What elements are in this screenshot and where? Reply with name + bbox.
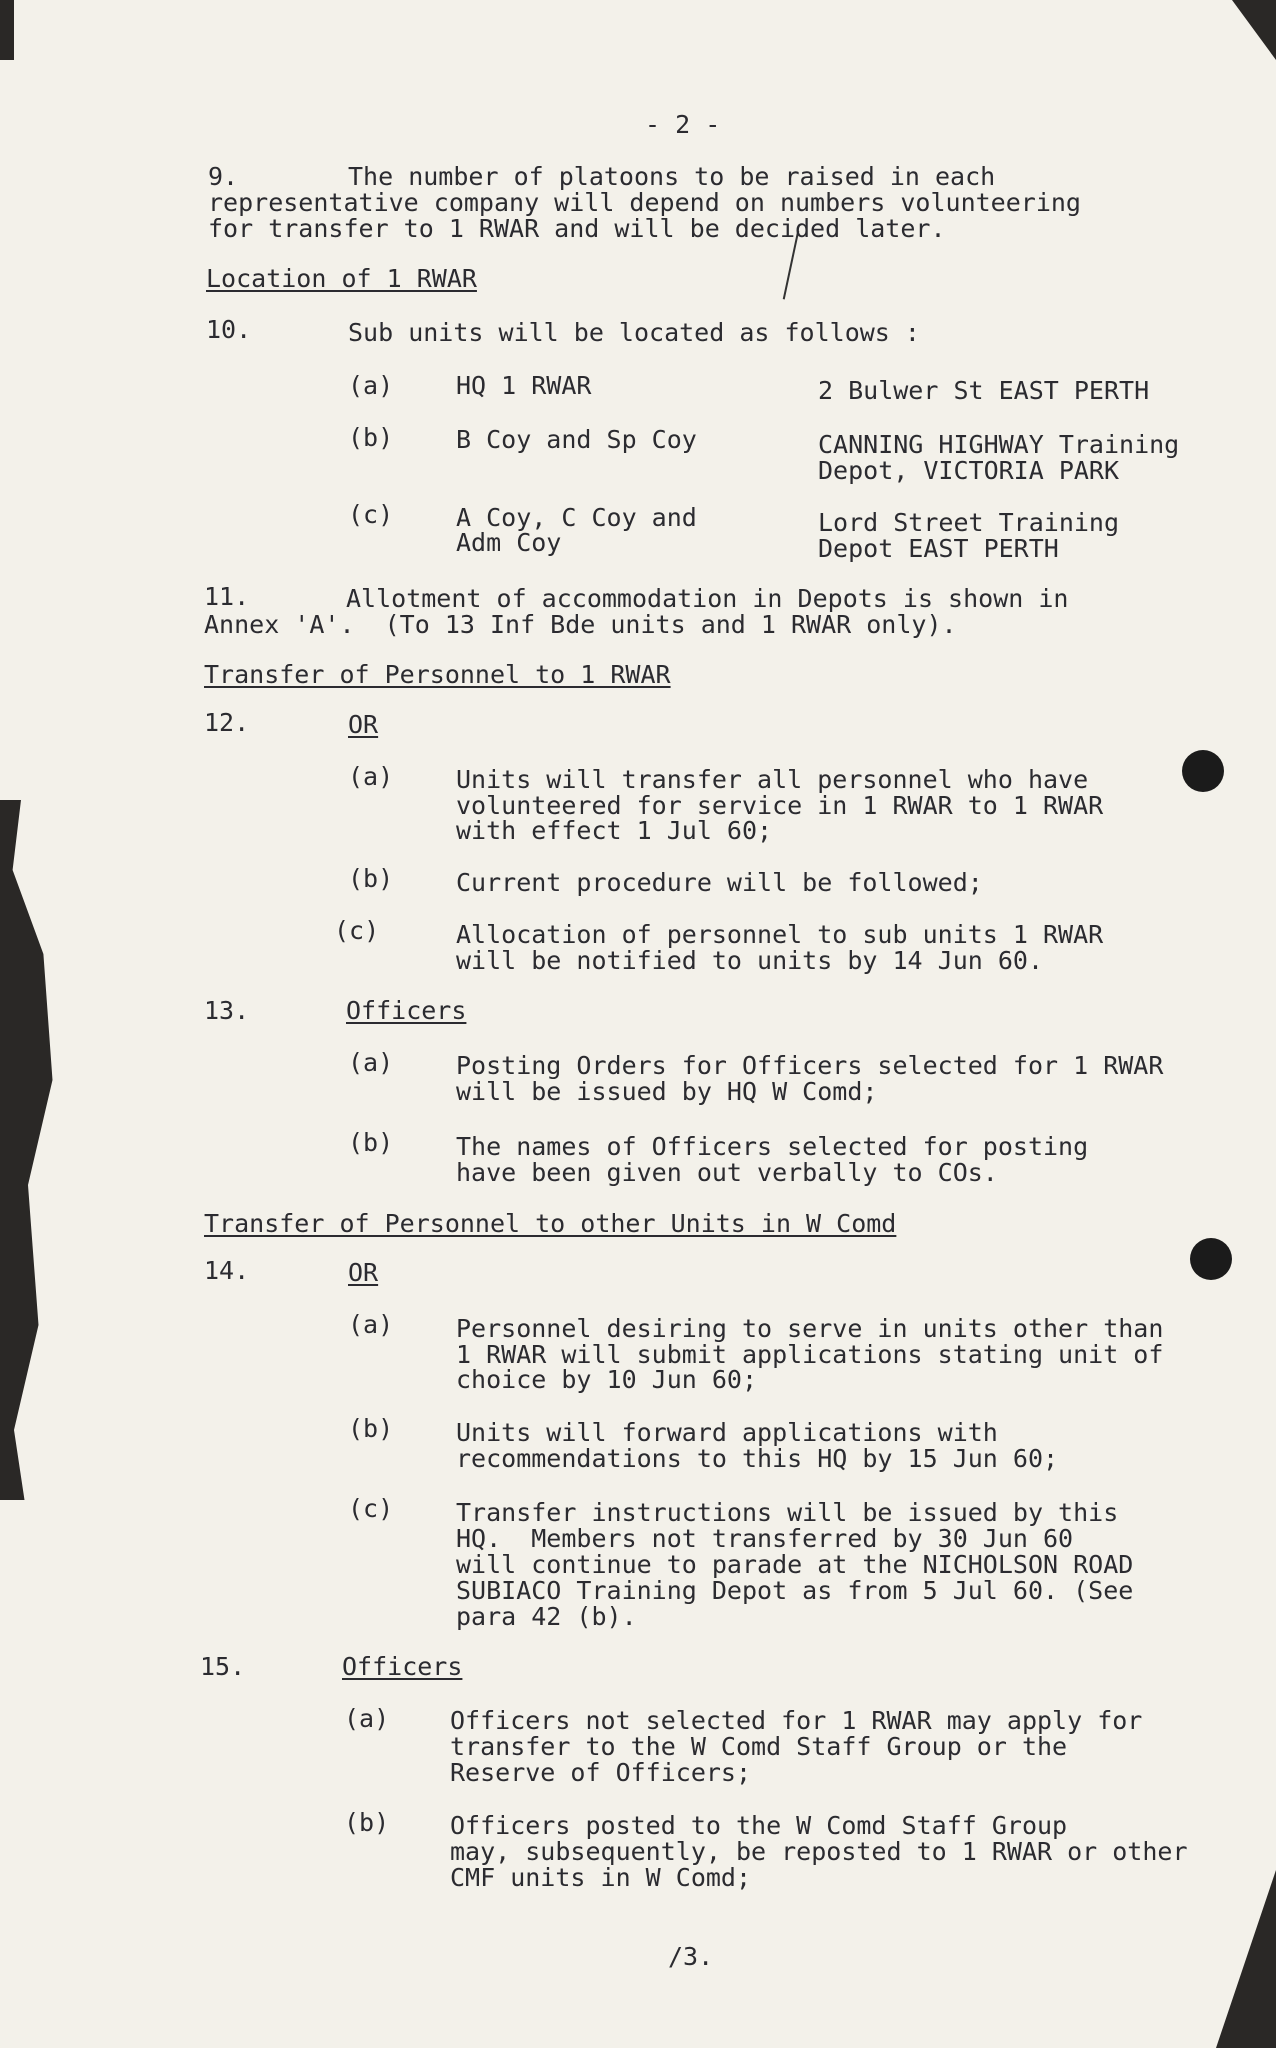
para-12-number: 12. <box>204 708 250 737</box>
item-line: Officers posted to the W Comd Staff Group <box>450 1811 1068 1840</box>
item-line: 1 RWAR will submit applications stating unit of <box>456 1340 1164 1369</box>
torn-edge <box>0 800 70 1500</box>
punch-hole <box>1190 1238 1232 1280</box>
item-label: (a) <box>348 371 394 400</box>
sub-unit-location: 2 Bulwer St EAST PERTH <box>818 376 1150 405</box>
sub-unit-name: Adm Coy <box>456 528 562 557</box>
item-label: (c) <box>348 1494 394 1523</box>
para-15-number: 15. <box>200 1652 246 1681</box>
item-label: (b) <box>348 423 394 452</box>
item-line: Transfer instructions will be issued by this <box>456 1498 1119 1527</box>
punch-hole <box>1182 750 1224 792</box>
para-15-subheading: Officers <box>342 1652 463 1681</box>
para-9-number: 9. <box>208 162 239 191</box>
item-line: Officers not selected for 1 RWAR may apply for <box>450 1706 1143 1735</box>
item-label: (a) <box>344 1704 390 1733</box>
item-line: with effect 1 Jul 60; <box>456 816 773 845</box>
para-10-intro: Sub units will be located as follows : <box>348 318 920 347</box>
item-line: HQ. Members not transferred by 30 Jun 60 <box>456 1524 1074 1553</box>
item-line: SUBIACO Training Depot as from 5 Jul 60. (See <box>456 1576 1134 1605</box>
item-line: have been given out verbally to COs. <box>456 1158 998 1187</box>
item-line: Posting Orders for Officers selected for 1 RWAR <box>456 1051 1164 1080</box>
item-line: volunteered for service in 1 RWAR to 1 RWAR <box>456 791 1104 820</box>
para-11-line: Allotment of accommodation in Depots is shown in <box>346 584 1069 613</box>
para-9-line: The number of platoons to be raised in each <box>348 162 996 191</box>
item-label: (b) <box>348 864 394 893</box>
sub-unit-name: A Coy, C Coy and <box>456 503 697 532</box>
sub-unit-location: Depot, VICTORIA PARK <box>818 456 1120 485</box>
item-line: CMF units in W Comd; <box>450 1863 752 1892</box>
para-9-line: for transfer to 1 RWAR and will be decided later. <box>208 214 946 243</box>
item-line: recommendations to this HQ by 15 Jun 60; <box>456 1444 1059 1473</box>
sub-unit-location: Lord Street Training <box>818 508 1120 537</box>
para-12-subheading: OR <box>348 710 379 739</box>
item-line: will continue to parade at the NICHOLSON ROAD <box>456 1550 1134 1579</box>
item-line: Current procedure will be followed; <box>456 868 983 897</box>
item-label: (c) <box>334 916 380 945</box>
background-corner <box>1196 0 1276 60</box>
item-line: Personnel desiring to serve in units other than <box>456 1314 1164 1343</box>
sub-unit-name: HQ 1 RWAR <box>456 371 592 400</box>
item-label: (b) <box>348 1128 394 1157</box>
section-heading-transfer-other: Transfer of Personnel to other Units in W Comd <box>204 1209 897 1238</box>
item-line: Reserve of Officers; <box>450 1758 752 1787</box>
item-line: Units will transfer all personnel who have <box>456 765 1089 794</box>
item-label: (a) <box>348 1048 394 1077</box>
item-line: Units will forward applications with <box>456 1418 998 1447</box>
para-13-subheading: Officers <box>346 996 467 1025</box>
item-line: Allocation of personnel to sub units 1 RWAR <box>456 920 1104 949</box>
item-label: (b) <box>344 1808 390 1837</box>
page-number: - 2 - <box>645 110 721 139</box>
item-label: (c) <box>348 500 394 529</box>
section-heading-transfer-rwar: Transfer of Personnel to 1 RWAR <box>204 660 671 689</box>
item-label: (a) <box>348 1310 394 1339</box>
item-label: (b) <box>348 1414 394 1443</box>
para-10-number: 10. <box>206 315 252 344</box>
para-11-line: Annex 'A'. (To 13 Inf Bde units and 1 RWAR only). <box>204 610 957 639</box>
item-line: will be notified to units by 14 Jun 60. <box>456 946 1043 975</box>
section-heading-location: Location of 1 RWAR <box>206 264 477 293</box>
item-line: may, subsequently, be reposted to 1 RWAR or other <box>450 1837 1188 1866</box>
background-edge <box>0 0 14 60</box>
para-14-subheading: OR <box>348 1258 379 1287</box>
para-13-number: 13. <box>204 996 250 1025</box>
item-line: choice by 10 Jun 60; <box>456 1365 758 1394</box>
item-line: para 42 (b). <box>456 1602 637 1631</box>
item-line: will be issued by HQ W Comd; <box>456 1077 878 1106</box>
sub-unit-location: Depot EAST PERTH <box>818 534 1059 563</box>
item-label: (a) <box>348 762 394 791</box>
background-corner <box>1216 1870 1276 2048</box>
continuation-marker: /3. <box>668 1942 714 1971</box>
para-9-line: representative company will depend on numbers volunteering <box>208 188 1081 217</box>
item-line: The names of Officers selected for posting <box>456 1132 1089 1161</box>
para-14-number: 14. <box>204 1256 250 1285</box>
para-11-number: 11. <box>204 582 250 611</box>
item-line: transfer to the W Comd Staff Group or the <box>450 1732 1068 1761</box>
sub-unit-name: B Coy and Sp Coy <box>456 425 697 454</box>
sub-unit-location: CANNING HIGHWAY Training <box>818 430 1180 459</box>
